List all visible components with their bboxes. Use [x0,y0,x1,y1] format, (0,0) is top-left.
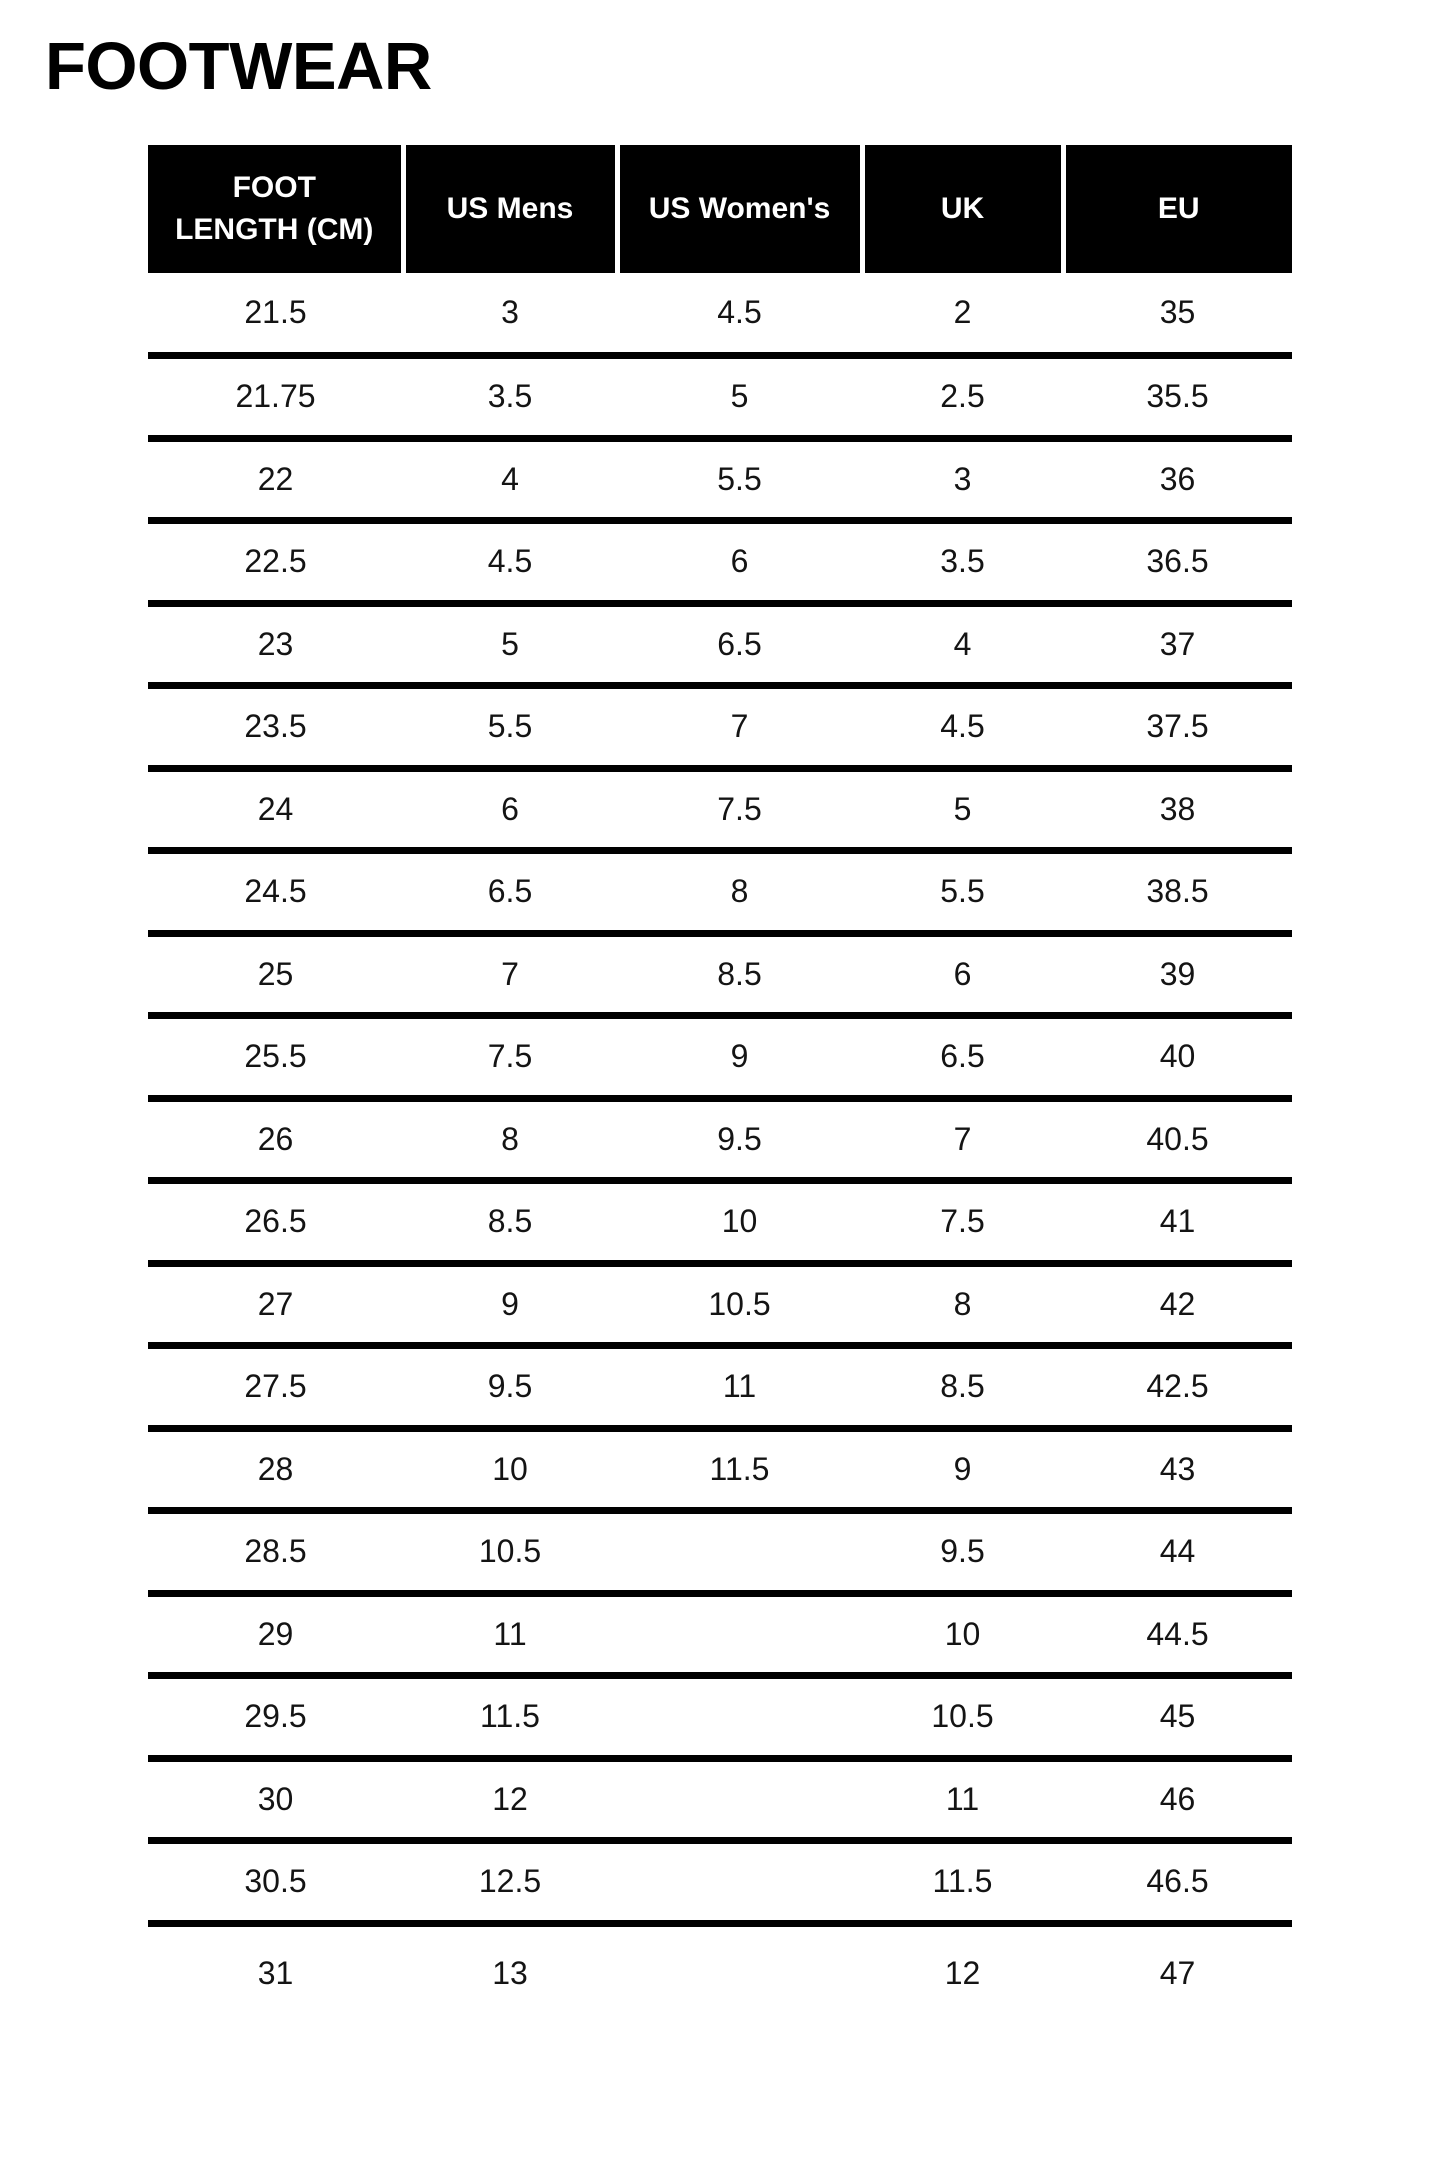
table-cell: 40.5 [1063,1098,1292,1181]
table-cell: 28.5 [148,1511,403,1594]
table-cell: 5 [403,603,617,686]
table-cell: 21.5 [148,273,403,356]
table-row [148,933,1292,1016]
table-cell: 7.5 [403,1016,617,1099]
table-cell: 7 [862,1098,1063,1181]
table-cell: 9 [403,1263,617,1346]
table-cell: 3.5 [403,356,617,439]
table-cell [617,1593,862,1676]
table-cell: 5 [862,768,1063,851]
table-cell: 9 [617,1016,862,1099]
table-cell: 12 [944,1954,981,1991]
table-row [148,438,1292,521]
table-cell: 4 [403,438,617,521]
table-row [148,1263,1292,1346]
table-cell: 7 [617,686,862,769]
table-cell: 3 [403,273,617,356]
table-cell: 26.5 [148,1181,403,1264]
table-cell: 36 [1063,438,1292,521]
table-cell: 29.5 [148,1676,403,1759]
table-cell: 11 [403,1593,617,1676]
table-row [148,1593,1292,1676]
table-cell: 11.5 [403,1676,617,1759]
table-cell: 37 [1063,603,1292,686]
table-cell: 3 [862,438,1063,521]
table-cell: 25 [148,933,403,1016]
table-cell: 5.5 [617,438,862,521]
table-cell: 35 [1063,273,1292,356]
table-cell: 3.5 [862,521,1063,604]
table-body [148,273,1292,2020]
table-cell: 6.5 [403,851,617,934]
table-cell: 45 [1063,1676,1292,1759]
table-cell [617,1758,862,1841]
table-cell: 23 [148,603,403,686]
table-cell: 7 [403,933,617,1016]
table-row [148,603,1292,686]
table-row [148,768,1292,851]
table-row [148,1923,1292,2020]
table-cell: 4 [862,603,1063,686]
table-row [148,1676,1292,1759]
table-cell: 42 [1063,1263,1292,1346]
table-cell [617,1511,862,1594]
table-cell: 12.5 [403,1841,617,1924]
table-cell: 38 [1063,768,1292,851]
column-header-us-mens: US Mens [403,145,617,273]
table-cell: 11.5 [862,1841,1063,1924]
table-cell: 8.5 [403,1181,617,1264]
table-cell: 46 [1063,1758,1292,1841]
table-cell: 23.5 [148,686,403,769]
table-cell: 24.5 [148,851,403,934]
table-cell: 41 [1063,1181,1292,1264]
table-cell: 27 [148,1263,403,1346]
table-cell: 40 [1063,1016,1292,1099]
table-header [148,145,1292,273]
table-row [148,521,1292,604]
table-cell: 27.5 [148,1346,403,1429]
table-cell: 8.5 [617,933,862,1016]
footwear-size-chart-table [148,145,1292,2020]
table-cell: 8 [862,1263,1063,1346]
table-cell: 43 [1063,1428,1292,1511]
table-cell: 5.5 [403,686,617,769]
table-cell: 6 [617,521,862,604]
table-cell: 9 [862,1428,1063,1511]
table-row [148,273,1292,356]
table-cell: 12 [403,1758,617,1841]
table-cell: 42.5 [1063,1346,1292,1429]
table-row [148,1346,1292,1429]
table-cell: 10.5 [862,1676,1063,1759]
table-cell: 30.5 [148,1841,403,1924]
table-cell: 37.5 [1063,686,1292,769]
table-cell: 6.5 [617,603,862,686]
table-cell: 5.5 [862,851,1063,934]
table-cell: 44.5 [1063,1593,1292,1676]
table-cell: 9.5 [862,1511,1063,1594]
table-cell: 31 [257,1954,294,1991]
table-cell: 28 [148,1428,403,1511]
table-cell: 6 [403,768,617,851]
table-row [148,851,1292,934]
table-row [148,1098,1292,1181]
table-cell: 9.5 [617,1098,862,1181]
table-row [148,1758,1292,1841]
table-cell: 24 [148,768,403,851]
table-cell: 4.5 [617,273,862,356]
column-header-eu: EU [1063,145,1292,273]
table-cell: 10 [617,1181,862,1264]
table-row [148,686,1292,769]
table-cell: 10.5 [617,1263,862,1346]
table-cell: 2 [862,273,1063,356]
table-row [148,1511,1292,1594]
table-cell: 8.5 [862,1346,1063,1429]
table-cell: 38.5 [1063,851,1292,934]
table-cell: 6.5 [862,1016,1063,1099]
table-cell: 22 [148,438,403,521]
table-cell: 8 [403,1098,617,1181]
page-title: FOOTWEAR [45,29,432,104]
table-row [148,1841,1292,1924]
table-row [148,1428,1292,1511]
table-cell: 46.5 [1063,1841,1292,1924]
table-cell: 11 [617,1346,862,1429]
table-cell: 4.5 [862,686,1063,769]
column-header-us-women-s: US Women's [617,145,862,273]
table-row [148,1181,1292,1264]
table-cell: 8 [617,851,862,934]
table-cell: 47 [1159,1954,1196,1991]
table-cell: 11.5 [617,1428,862,1511]
table-cell: 35.5 [1063,356,1292,439]
header-row [148,145,1292,273]
table-cell: 7.5 [862,1181,1063,1264]
table-cell: 29 [148,1593,403,1676]
table-row [148,356,1292,439]
table-cell: 22.5 [148,521,403,604]
table-cell: 7.5 [617,768,862,851]
table-cell: 9.5 [403,1346,617,1429]
table-cell: 10.5 [403,1511,617,1594]
table-cell: 10 [403,1428,617,1511]
column-header-uk: UK [862,145,1063,273]
table-cell: 5 [617,356,862,439]
table-cell: 13 [492,1954,528,1991]
table-cell [617,1923,862,2020]
table-cell: 36.5 [1063,521,1292,604]
table-cell: 26 [148,1098,403,1181]
table-cell [617,1676,862,1759]
table-cell: 2.5 [862,356,1063,439]
table-cell: 39 [1063,933,1292,1016]
table-cell: 44 [1063,1511,1292,1594]
table-cell: 25.5 [148,1016,403,1099]
table-cell: 6 [862,933,1063,1016]
table-cell: 30 [148,1758,403,1841]
column-header-foot-length-cm: FOOT LENGTH (CM) [148,145,403,273]
table-row [148,1016,1292,1099]
table-cell [617,1841,862,1924]
table-cell: 11 [862,1758,1063,1841]
table-cell: 4.5 [403,521,617,604]
table-cell: 21.75 [148,356,403,439]
table-cell: 10 [862,1593,1063,1676]
